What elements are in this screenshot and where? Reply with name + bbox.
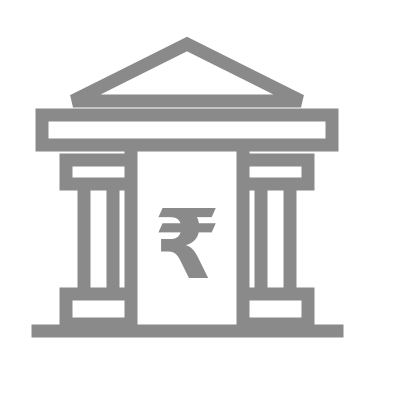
beam-shape xyxy=(42,115,332,145)
left-column-shape xyxy=(84,184,113,294)
rupee-symbol: ₹ xyxy=(153,189,221,301)
right-column-shape xyxy=(261,184,290,294)
left-base-shape xyxy=(66,294,131,324)
right-base-shape xyxy=(243,294,308,324)
roof-shape xyxy=(73,44,301,101)
